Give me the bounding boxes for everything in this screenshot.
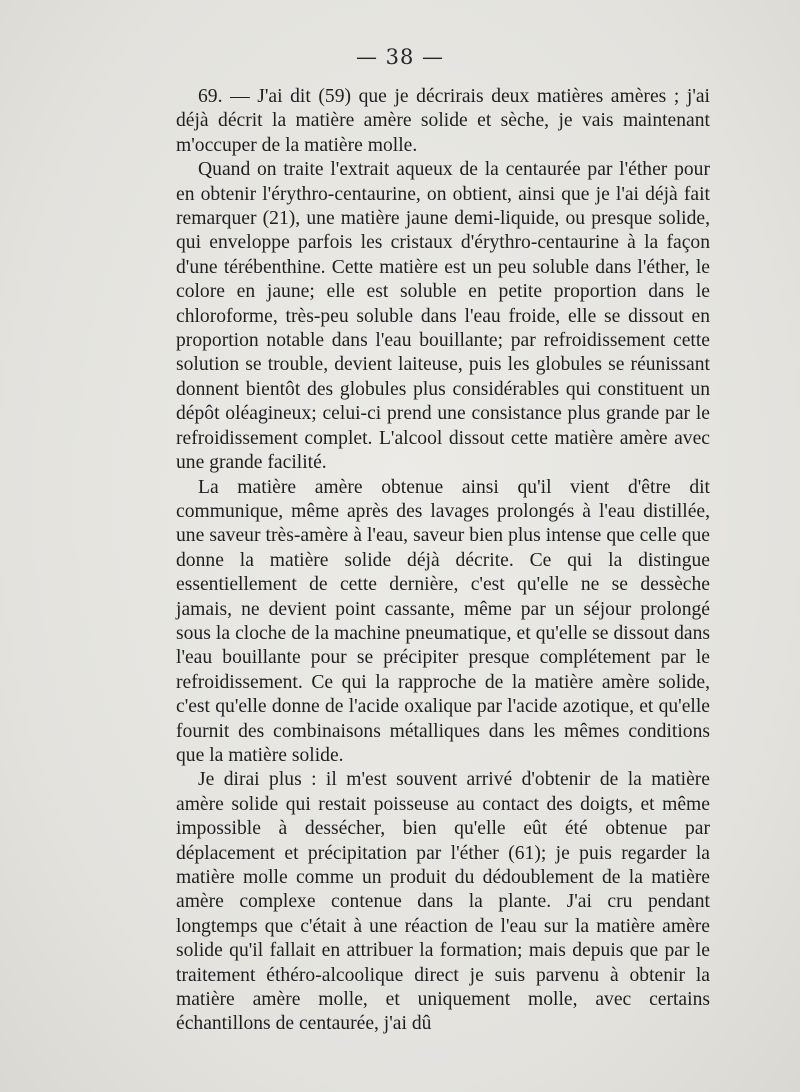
paragraph-conclusion: Je dirai plus : il m'est souvent arrivé d'obtenir de la matière amère solide qui restait poisseuse au contact des doigts, et même impossible à dessécher, bien qu'elle eût été obtenue par déplacement et précipitation par l'éther (61); je puis regarder la matière molle comme un produit du dédoublement de la matière amère complexe contenue dans la plante. J'ai cru pendant longtemps que c'était à une réaction de l'eau sur la matière amère solide qu'il fallait en attribuer la formation; mais depuis que par le traitement éthéro-alcoolique direct je suis parvenu à obtenir la matière amère molle, et uniquement molle, avec certains échantillons de centaurée, j'ai dû bbox=[176, 769, 710, 1035]
paragraph-bitter-matter: La matière amère obtenue ainsi qu'il vient d'être dit communique, même après des lavages prolongés à l'eau distillée, une saveur très-amère à l'eau, saveur bien plus intense que celle que donne la matière solide déjà décrite. Ce qui la distingue essentiellement de cette dernière, c'est qu'elle ne se dessèche jamais, ne devient point cassante, même par un séjour prolongé sous la cloche de la machine pneumatique, et qu'elle se dissout dans l'eau bouillante pour se précipiter presque complétement par le refroidissement. Ce qui la rapproche de la matière amère solide, c'est qu'elle donne de l'acide oxalique par l'acide azotique, et qu'elle fournit des combinaisons métalliques dans les mêmes conditions que la matière solide. bbox=[176, 476, 710, 766]
body-text bbox=[176, 85, 710, 1037]
page-number: — 38 — bbox=[355, 45, 445, 69]
paragraph-ether-extract: Quand on traite l'extrait aqueux de la centaurée par l'éther pour en obtenir l'érythro-centaurine, on obtient, ainsi que je l'ai déjà fait remarquer (21), une matière jaune demi-liquide, ou presque solide, qui enveloppe parfois les cristaux d'érythro-centaurine à la façon d'une térébenthine. Cette matière est un peu soluble dans l'éther, le colore en jaune; elle est soluble en petite proportion dans le chloroforme, très-peu soluble dans l'eau froide, elle se dissout en proportion notable dans l'eau bouillante; par refroidissement cette solution se trouble, devient laiteuse, puis les globules se réunissant donnent bientôt des globules plus considérables qui constituent un dépôt oléagineux; celui-ci prend une consistance plus grande par le refroidissement complet. L'alcool dissout cette matière amère avec une grande facilité. bbox=[176, 159, 710, 474]
paragraph-69: 69. — J'ai dit (59) que je décrirais deux matières amères ; j'ai déjà décrit la matière amère solide et sèche, je vais maintenant m'occuper de la matière molle. bbox=[176, 86, 710, 156]
